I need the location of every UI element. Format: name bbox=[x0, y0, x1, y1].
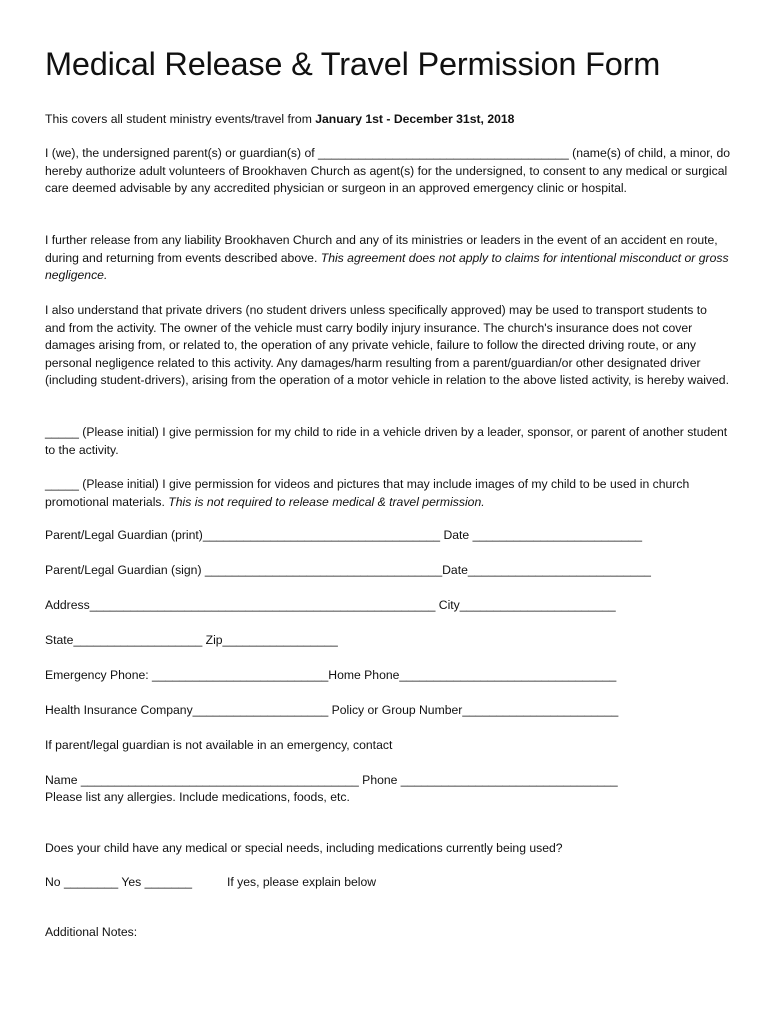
no-yes-field[interactable]: No ________ Yes _______ bbox=[45, 875, 193, 889]
guardian-print-field[interactable]: Parent/Legal Guardian (print)___________________________________ Date _________________________ bbox=[45, 528, 643, 542]
emergency-intro: If parent/legal guardian is not available in an emergency, contact bbox=[45, 738, 393, 752]
form-title: Medical Release & Travel Permission Form bbox=[45, 46, 661, 82]
media-permission-note: This is not required to release medical & travel permission. bbox=[168, 494, 485, 509]
drivers-paragraph: I also understand that private drivers (no student drivers unless specifically approved) may be used to transport students to and from the activity. The owner of the vehicle must carry bodily injury insurance. The church's insurance does not cover damages arising from, or related to, the operation of any private vehicle, failure to follow the directed driving route, or any personal negligence related to this activity. Any damages/harm resulting from a parent/guardian/or other designated driver (including student-drivers), arising from the operation of a motor vehicle in relation to the above listed activity, is hereby waived. bbox=[45, 303, 729, 387]
consent-paragraph: I (we), the undersigned parent(s) or guardian(s) of _____________________________________ (name(s) of child, a minor, do hereby authorize adult volunteers of Brookhaven Church as agent(s) for the undersigned, to consent to any medical or surgical care deemed advisable by any accredited physician or surgeon in an approved emergency clinic or hospital. bbox=[45, 146, 730, 195]
coverage-dates: January 1st - December 31st, 2018 bbox=[315, 112, 515, 126]
allergies-prompt: Please list any allergies. Include medications, foods, etc. bbox=[45, 790, 350, 804]
guardian-sign-field[interactable]: Parent/Legal Guardian (sign) ___________________________________Date___________________________ bbox=[45, 563, 651, 577]
emergency-contact-field[interactable]: Name _________________________________________ Phone ________________________________ bbox=[45, 773, 618, 787]
address-field[interactable]: Address___________________________________________________ City_______________________ bbox=[45, 598, 616, 612]
liability-paragraph bbox=[45, 232, 730, 285]
phone-fields[interactable]: Emergency Phone: __________________________Home Phone________________________________ bbox=[45, 668, 617, 682]
state-zip-field[interactable]: State___________________ Zip_________________ bbox=[45, 633, 338, 647]
coverage-statement bbox=[45, 111, 730, 129]
coverage-prefix: This covers all student ministry events/travel from bbox=[45, 112, 316, 126]
media-permission-text: _____ (Please initial) I give permission for videos and pictures that may include images of my child to be used in church promotional materials. bbox=[45, 477, 690, 509]
initial-vehicle-permission[interactable]: _____ (Please initial) I give permission for my child to ride in a vehicle driven by a leader, sponsor, or parent of another student to the activity. bbox=[45, 425, 728, 457]
explain-instruction: If yes, please explain below bbox=[227, 875, 377, 889]
medical-needs-question: Does your child have any medical or special needs, including medications currently being used? bbox=[45, 841, 563, 855]
initial-media-permission[interactable] bbox=[45, 476, 730, 511]
liability-exclusion: This agreement does not apply to claims for intentional misconduct or gross negligence. bbox=[45, 250, 729, 282]
additional-notes-label: Additional Notes: bbox=[45, 925, 138, 939]
insurance-fields[interactable]: Health Insurance Company____________________ Policy or Group Number_______________________ bbox=[45, 703, 619, 717]
liability-text: I further release from any liability Brookhaven Church and any of its ministries or leaders in the event of an accident en route, during and returning from events described above. bbox=[45, 233, 718, 265]
